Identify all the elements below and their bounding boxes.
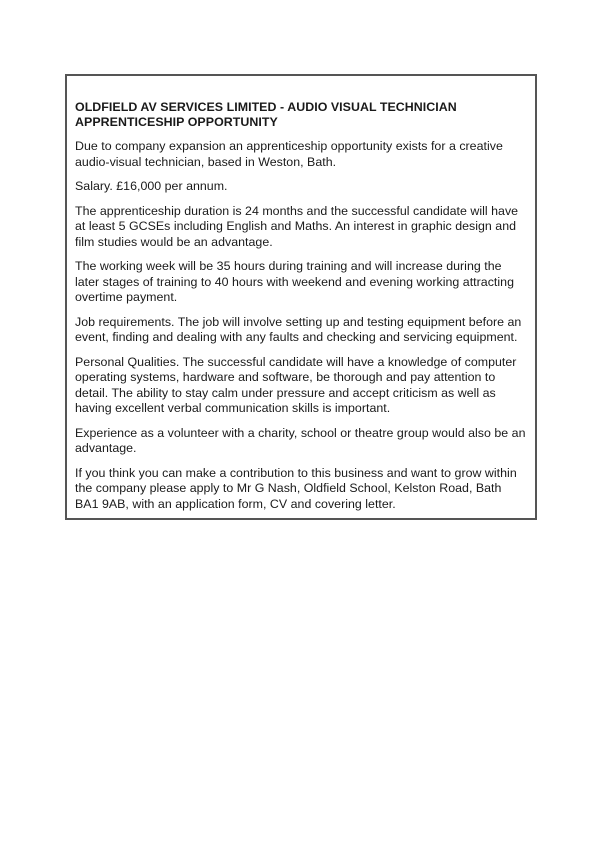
- application-paragraph: If you think you can make a contribution to this business and want to grow within the company please apply to Mr G Nash, Oldfield School, Kelston Road, Bath BA1 9AB, with an application form, CV and covering letter.: [75, 465, 517, 511]
- working-week-paragraph: The working week will be 35 hours during training and will increase during the later stages of training to 40 hours with weekend and evening working attracting overtime payment.: [75, 259, 514, 304]
- salary-paragraph: Salary. £16,000 per annum.: [75, 179, 228, 193]
- job-requirements-paragraph: Job requirements. The job will involve setting up and testing equipment before an event, finding and dealing with any faults and checking and servicing equipment.: [75, 314, 522, 344]
- job-advert-box: [65, 74, 537, 520]
- experience-paragraph: Experience as a volunteer with a charity, school or theatre group would also be an advantage.: [75, 425, 526, 455]
- advert-title: OLDFIELD AV SERVICES LIMITED - AUDIO VISUAL TECHNICIAN APPRENTICESHIP OPPORTUNITY: [75, 100, 457, 129]
- intro-paragraph: Due to company expansion an apprenticeship opportunity exists for a creative audio-visual technician, based in Weston, Bath.: [75, 139, 503, 169]
- personal-qualities-paragraph: Personal Qualities. The successful candidate will have a knowledge of computer operating systems, hardware and software, be thorough and pay attention to detail. The ability to stay calm under pressure and accept criticism as well as having excellent verbal communication skills is important.: [75, 354, 517, 415]
- duration-paragraph: The apprenticeship duration is 24 months and the successful candidate will have at least 5 GCSEs including English and Maths. An interest in graphic design and film studies would be an advantage.: [75, 203, 519, 249]
